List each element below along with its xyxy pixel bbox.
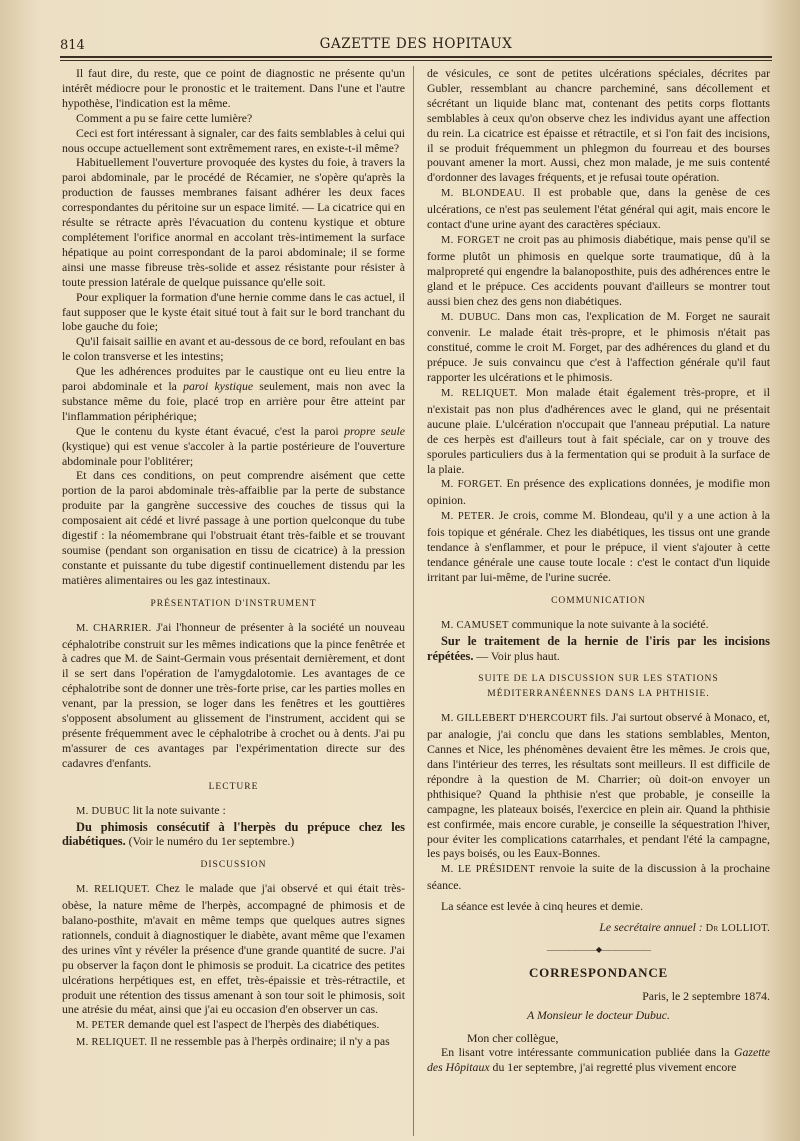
- speaker: M. PETER: [76, 1020, 126, 1032]
- text: Chez le malade que j'ai observé et qui était très-obèse, la nature même de l'herpès, accompagné de phimosis et de balano-posthite, m'avait en même temps que quelques autres signes rationnels, conduit à diagnostiquer le diabète, avant même que l'examen des urines vînt y révéler la présence d'une grande quantité de sucre. J'ai pu observer la façon dont le phimosis se produit. La cicatrice des petites ulcérations herpétiques est, en effet, très-épaissie et très-rétractile, et produit une rétention des tissus amenant à son tour soit le phimosis, soit une atrésie du méat, ainsi que j'ai eu occasion d'en observer un cas.: [62, 881, 406, 1017]
- paragraph: [62, 620, 405, 771]
- letter-greeting: Mon cher collègue,: [467, 1030, 559, 1045]
- paragraph: [427, 476, 770, 508]
- letter-date: Paris, le 2 septembre 1874.: [642, 988, 770, 1003]
- title-text: Sur le traitement de la hernie de l'iris par les incisions répétées.: [427, 633, 770, 663]
- speaker: M. GILLEBERT D'HERCOURT: [441, 713, 588, 725]
- text: lit la note suivante :: [129, 802, 226, 817]
- paragraph: [427, 309, 770, 386]
- paragraph: Habituellement l'ouverture provoquée des kystes du foie, à travers la paroi abdominale, par le procédé de Récamier, ne s'opère qu'après la production de fausses membranes faisant adhérer les deux faces correspondantes du péritoine sur un espace limité. — La cicatrice qui en résulte se rétracte après l'évacuation du contenu kystique et obture complétement l'orifice anormal en accolant très-intimement la surface hépatique au point correspondant de la paroi abdominale; il se forme ainsi une masse fibreuse très-solide et assez résistante pour résister à toute pression latérale de quelque puissance qu'elle soit.: [62, 155, 405, 289]
- paragraph: [427, 1045, 770, 1075]
- text: ne croit pas au phimosis diabétique, mais pense qu'il se forme plutôt un phimosis en quelque sorte traumatique, dû à la malpropreté qui engendre la balanoposthite, puis des adhérences entre le gland et le prépuce. Ces accidents pouvant d'ailleurs se montrer tout aussi bien chez des gens non diabétiques.: [427, 231, 771, 308]
- paragraph: [427, 710, 770, 861]
- text: Dans mon cas, l'explication de M. Forget ne saurait convenir. Le malade était très-propre, et le phimosis n'était pas constitué, comme le croit M. Forget, par des adhérences du gland et du prépuce. Je suis convaincu que c'est à l'affection générale qu'il faut rapporter les ulcérations et le phimosis.: [427, 308, 771, 385]
- article-title: [62, 820, 405, 850]
- right-column: [427, 66, 770, 1075]
- speaker: M. CHARRIER.: [76, 622, 152, 634]
- text: demande quel est l'aspect de l'herpès des diabétiques.: [125, 1017, 380, 1032]
- text: Que le contenu du kyste étant évacué, c'est la paroi: [76, 423, 345, 438]
- emphasis: Gazette des Hôpitaux: [427, 1045, 770, 1075]
- text: du 1er septembre, j'ai regretté plus vivement encore: [489, 1060, 737, 1075]
- paragraph: Ceci est fort intéressant à signaler, car des faits semblables à celui qui nous occupe actuellement sont extrêmement rares, en existe-t-il même?: [62, 125, 405, 155]
- left-column: [62, 66, 405, 1051]
- speaker: M. DUBUC.: [441, 311, 501, 323]
- text: Mon malade était également très-propre, et il n'existait pas non plus d'adhérences avec le gland, qui ne présentait aucune plaie. L'ulcération n'occupait que l'anneau préputial. La nature de ces herpès est d'ailleurs tout à fait spéciale, car on y trouve des sporules particuliers dus à la fermentation qui se produit à la surface de la plaie.: [427, 385, 770, 476]
- paragraph: de vésicules, ce sont de petites ulcérations spéciales, décrites par Gubler, ressemblant au chancre parcheminé, sans décollement et sécrétant un liquide blanc mat, contenant des petits corps flottants semblables à ceux qu'on observe chez les individus ayant une affection du rein. La cicatrice est épaisse et rétractile, et si l'on fait des incisions, il se produit fréquemment un phlegmon du fourreau et des bourses pouvant amener la mort. Aussi, chez mon malade, je me suis contenté d'ordonner des lavages fréquents, et je refusai toute opération.: [427, 66, 770, 185]
- paragraph: [62, 803, 405, 820]
- paragraph: [427, 508, 770, 585]
- text: fils. J'ai surtout observé à Monaco, et, par analogie, j'ai conclu que dans les stations semblables, Menton, Cannes et Nice, les phénomènes devaient être les mêmes. Je crois que, dans l'intérieur des terres, les résultats sont meilleurs. Il est difficile de répondre à la question de M. Charrier; où doit-on envoyer un phthisique? Quand la phthisie n'est que probable, je conseille la campagne, les plateaux boisés, l'exercice en plein air. Quand la phthisie est confirmée, mais encore curable, je conseille la séquestration l'hiver, pour éviter les complications catarrhales, et pendant l'été la campagne, les pays boisés, ou les Eaux-Bonnes.: [427, 710, 770, 861]
- speaker: M. RELIQUET.: [76, 1037, 148, 1049]
- speaker: M. DUBUC: [76, 805, 130, 817]
- paragraph: [62, 1017, 405, 1034]
- emphasis: propre seule: [344, 423, 405, 438]
- speaker: M. RELIQUET.: [441, 388, 518, 400]
- speaker: M. BLONDEAU.: [441, 188, 525, 200]
- speaker: M. FORGET: [441, 234, 500, 246]
- paragraph: [62, 1034, 405, 1051]
- page-header: [60, 36, 772, 56]
- header-rule: [60, 56, 772, 58]
- speaker: M. FORGET.: [441, 479, 503, 491]
- paragraph: [427, 385, 770, 476]
- speaker: M. CAMUSET: [441, 619, 509, 631]
- journal-title: GAZETTE DES HOPITAUX: [319, 36, 513, 52]
- paragraph: [62, 364, 405, 424]
- paragraph: Il faut dire, du reste, que ce point de diagnostic ne présente qu'un intérêt médiocre pour le pronostic et le traitement. Dans l'une et l'autre hypothèse, l'indication est la même.: [62, 66, 405, 110]
- paragraph: Qu'il faisait saillie en avant et au-dessous de ce bord, refoulant en bas le colon transverse et les intestins;: [62, 334, 405, 364]
- section-heading: LECTURE: [208, 781, 259, 792]
- paragraph: Comment a pu se faire cette lumière?: [76, 110, 253, 125]
- note: — Voir plus haut.: [473, 648, 560, 663]
- page-number: 814: [60, 38, 85, 53]
- header-rule-thin: [60, 60, 772, 61]
- text: En lisant votre intéressante communication publiée dans la: [441, 1045, 734, 1060]
- article-title: [427, 634, 770, 664]
- text: Que les adhérences produites par le caustique ont eu lieu entre la paroi abdominale et la: [62, 364, 405, 394]
- speaker: M. RELIQUET.: [76, 884, 150, 896]
- paragraph: Pour expliquer la formation d'une hernie comme dans le cas actuel, il faut supposer que le kyste était situé tout à fait sur le bord tranchant du lobe gauche du foie;: [62, 289, 405, 334]
- correspondence-heading: CORRESPONDANCE: [528, 964, 669, 980]
- paragraph: La séance est levée à cinq heures et demie.: [441, 899, 644, 914]
- paragraph: [427, 232, 770, 309]
- section-heading: COMMUNICATION: [551, 595, 646, 606]
- paragraph: Et dans ces conditions, on peut comprendre aisément que cette portion de la paroi abdominale très-affaiblie par la perte de substance produite par la gangrène successive des couches de tissus qui la composaient ait cédé et livré passage à une portion quelconque du tube digestif : la néomembrane qui l'obstruait étant très-faible et se trouvant soumise (pendant son organisation en tissu de cicatrice) à la pression constante et puissante du tube digestif continuellement distendu par les matières alimentaires ou les gaz intestinaux.: [62, 468, 405, 587]
- section-heading: DISCUSSION: [200, 860, 267, 871]
- paragraph: [427, 617, 770, 634]
- text: (kystique) qui est venue s'accoler à la partie postérieure de l'ouverture abdominale pour l'oblitérer;: [62, 438, 405, 468]
- speaker: M. PETER.: [441, 511, 495, 523]
- section-heading: SUITE DE LA DISCUSSION SUR LES STATIONS MÉDITERRANÉENNES DANS LA PHTHISIE.: [478, 674, 719, 700]
- text: communique la note suivante à la société.: [508, 616, 709, 631]
- letter-addressee: A Monsieur le docteur Dubuc.: [527, 1007, 670, 1022]
- text: Il ne ressemble pas à l'herpès ordinaire; il n'y a pas: [147, 1034, 390, 1049]
- title-text: Du phimosis consécutif à l'herpès du prépuce chez les diabétiques.: [62, 819, 405, 849]
- text: Il est probable que, dans la genèse de ces ulcérations, ce n'est pas seulement l'état général qui agit, mais encore le contact d'une urine ayant des caractères spéciaux.: [427, 185, 770, 232]
- column-divider: [413, 66, 414, 1136]
- paragraph: [62, 424, 405, 469]
- text: J'ai l'honneur de présenter à la société un nouveau céphalotribe construit sur les mêmes indications que la pince fenêtrée et à cadres que M. de Saint-Germain vous présentait dernièrement, et dont il se sert dans l'opération de l'amygdalotomie. Les avantages de ce céphalotribe sont de donner une très-forte prise, car les parties molles en venant, par la pression, se loger dans les fenêtres et les gouttières s'opposent absolument au glissement de l'instrument, accident qui se présente fréquemment avec le céphalotribe à crochet ou à dents. J'ai pu m'assurer de ces avantages par l'expérimentation directe sur des cadavres d'enfants.: [62, 619, 406, 770]
- emphasis: paroi kystique: [183, 379, 254, 394]
- signature: [427, 920, 770, 937]
- ornament-divider: ———————◆———————: [546, 944, 651, 954]
- signature-label: Le secrétaire annuel :: [599, 920, 703, 935]
- text: renvoie la suite de la discussion à la prochaine séance.: [427, 861, 771, 893]
- text: En présence des explications données, je modifie mon opinion.: [427, 476, 770, 508]
- note: (Voir le numéro du 1er septembre.): [125, 834, 295, 849]
- speaker: M. LE PRÉSIDENT: [441, 864, 536, 876]
- text: seulement, mais non avec la substance même du foie, placé trop en arrière pour être atteint par l'inflammation périphérique;: [62, 379, 405, 423]
- section-heading: PRÉSENTATION D'INSTRUMENT: [150, 598, 317, 609]
- signature-name: Dr LOLLIOT.: [702, 923, 770, 935]
- text: Je crois, comme M. Blondeau, qu'il y a une action à la fois topique et générale. Chez les diabétiques, les tissus ont une grande tendance à s'enflammer, et pour le prépuce, il vient s'ajouter à cette tendance générale une cause toute locale : c'est le contact d'un liquide irritant par lui-même, de l'urine sucrée.: [427, 508, 771, 584]
- paragraph: [62, 881, 405, 1017]
- paragraph: [427, 861, 770, 893]
- paragraph: [427, 185, 770, 232]
